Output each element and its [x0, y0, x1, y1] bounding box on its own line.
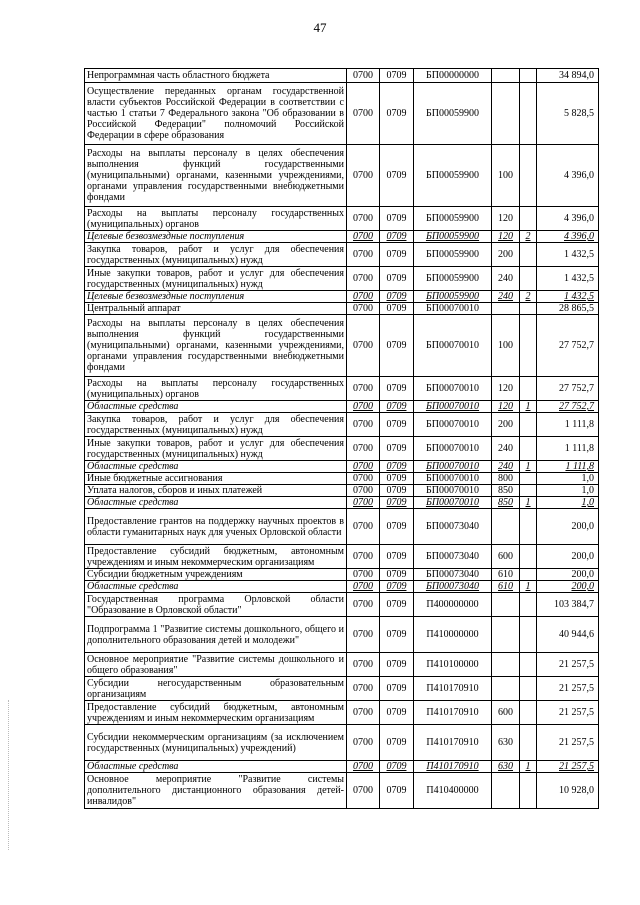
amount-cell: 200,0: [537, 509, 599, 545]
expense-type-cell: 610: [492, 569, 520, 581]
subsection-code-cell: 0709: [380, 725, 414, 761]
funding-source-cell: [520, 207, 537, 231]
target-article-cell: БП00059900: [414, 145, 492, 207]
table-row: [85, 773, 599, 809]
expense-type-cell: 240: [492, 461, 520, 473]
funding-source-cell: [520, 485, 537, 497]
target-article-cell: БП00059900: [414, 207, 492, 231]
target-article-cell: БП00070010: [414, 497, 492, 509]
section-code-cell: 0700: [347, 593, 380, 617]
section-code-cell: 0700: [347, 267, 380, 291]
subsection-code-cell: 0709: [380, 461, 414, 473]
subsection-code-cell: 0709: [380, 509, 414, 545]
section-code-cell: 0700: [347, 617, 380, 653]
expense-type-cell: [492, 653, 520, 677]
expense-type-cell: 120: [492, 377, 520, 401]
amount-cell: 1 432,5: [537, 291, 599, 303]
target-article-cell: БП00070010: [414, 461, 492, 473]
amount-cell: 1 111,8: [537, 461, 599, 473]
funding-source-cell: [520, 145, 537, 207]
section-code-cell: 0700: [347, 773, 380, 809]
row-name-cell: Расходы на выплаты персоналу государственных (муниципальных) органов: [85, 207, 347, 231]
target-article-cell: БП00070010: [414, 473, 492, 485]
table-row: [85, 461, 599, 473]
funding-source-cell: 1: [520, 461, 537, 473]
table-row: [85, 473, 599, 485]
section-code-cell: 0700: [347, 725, 380, 761]
table-row: [85, 315, 599, 377]
row-name-cell: Областные средства: [85, 401, 347, 413]
row-name-cell: Основное мероприятие "Развитие системы дополнительного дистанционного образования детей-инвалидов": [85, 773, 347, 809]
row-name-cell: Расходы на выплаты персоналу в целях обеспечения выполнения функций государственными (муниципальными) органами, казенными учреждениями, органами управления государственными внебюджетными фондами: [85, 315, 347, 377]
expense-type-cell: 240: [492, 267, 520, 291]
funding-source-cell: [520, 545, 537, 569]
amount-cell: 1,0: [537, 485, 599, 497]
expense-type-cell: 630: [492, 761, 520, 773]
section-code-cell: 0700: [347, 377, 380, 401]
table-row: [85, 303, 599, 315]
funding-source-cell: [520, 653, 537, 677]
funding-source-cell: [520, 617, 537, 653]
table-row: [85, 401, 599, 413]
row-name-cell: Непрограммная часть областного бюджета: [85, 69, 347, 83]
amount-cell: 1 111,8: [537, 413, 599, 437]
section-code-cell: 0700: [347, 581, 380, 593]
funding-source-cell: [520, 437, 537, 461]
subsection-code-cell: 0709: [380, 291, 414, 303]
table-row: [85, 291, 599, 303]
section-code-cell: 0700: [347, 437, 380, 461]
amount-cell: 21 257,5: [537, 725, 599, 761]
table-row: [85, 617, 599, 653]
row-name-cell: Субсидии негосударственным образовательным организациям: [85, 677, 347, 701]
section-code-cell: 0700: [347, 83, 380, 145]
amount-cell: 21 257,5: [537, 761, 599, 773]
target-article-cell: П410170910: [414, 701, 492, 725]
row-name-cell: Областные средства: [85, 497, 347, 509]
amount-cell: 21 257,5: [537, 701, 599, 725]
amount-cell: 34 894,0: [537, 69, 599, 83]
expense-type-cell: 630: [492, 725, 520, 761]
amount-cell: 27 752,7: [537, 315, 599, 377]
expense-type-cell: 600: [492, 701, 520, 725]
page-number: 47: [313, 20, 327, 35]
row-name-cell: Предоставление субсидий бюджетным, автономным учреждениям и иным некоммерческим организациям: [85, 545, 347, 569]
expense-type-cell: 240: [492, 291, 520, 303]
expense-type-cell: [492, 303, 520, 315]
funding-source-cell: 1: [520, 761, 537, 773]
row-name-cell: Предоставление субсидий бюджетным, автономным учреждениям и иным некоммерческим организациям: [85, 701, 347, 725]
table-row: [85, 677, 599, 701]
target-article-cell: БП00073040: [414, 569, 492, 581]
expense-type-cell: 850: [492, 485, 520, 497]
subsection-code-cell: 0709: [380, 677, 414, 701]
subsection-code-cell: 0709: [380, 485, 414, 497]
subsection-code-cell: 0709: [380, 231, 414, 243]
expense-type-cell: 120: [492, 207, 520, 231]
subsection-code-cell: 0709: [380, 207, 414, 231]
section-code-cell: 0700: [347, 473, 380, 485]
expense-type-cell: 850: [492, 497, 520, 509]
amount-cell: 4 396,0: [537, 207, 599, 231]
amount-cell: 21 257,5: [537, 677, 599, 701]
target-article-cell: БП00000000: [414, 69, 492, 83]
amount-cell: 27 752,7: [537, 401, 599, 413]
funding-source-cell: [520, 243, 537, 267]
subsection-code-cell: 0709: [380, 377, 414, 401]
section-code-cell: 0700: [347, 315, 380, 377]
target-article-cell: БП00059900: [414, 267, 492, 291]
expense-type-cell: [492, 83, 520, 145]
subsection-code-cell: 0709: [380, 653, 414, 677]
row-name-cell: Уплата налогов, сборов и иных платежей: [85, 485, 347, 497]
row-name-cell: Предоставление грантов на поддержку научных проектов в области гуманитарных наук для ученых Орловской области: [85, 509, 347, 545]
target-article-cell: БП00070010: [414, 413, 492, 437]
subsection-code-cell: 0709: [380, 303, 414, 315]
funding-source-cell: [520, 315, 537, 377]
section-code-cell: 0700: [347, 401, 380, 413]
section-code-cell: 0700: [347, 69, 380, 83]
section-code-cell: 0700: [347, 761, 380, 773]
target-article-cell: БП00070010: [414, 437, 492, 461]
section-code-cell: 0700: [347, 569, 380, 581]
section-code-cell: 0700: [347, 509, 380, 545]
table-row: [85, 653, 599, 677]
expense-type-cell: [492, 677, 520, 701]
table-row: [85, 207, 599, 231]
section-code-cell: 0700: [347, 545, 380, 569]
target-article-cell: БП00070010: [414, 485, 492, 497]
amount-cell: 1 111,8: [537, 437, 599, 461]
funding-source-cell: 1: [520, 581, 537, 593]
subsection-code-cell: 0709: [380, 761, 414, 773]
target-article-cell: БП00070010: [414, 315, 492, 377]
row-name-cell: Закупка товаров, работ и услуг для обеспечения государственных (муниципальных) нужд: [85, 413, 347, 437]
expense-type-cell: 610: [492, 581, 520, 593]
section-code-cell: 0700: [347, 677, 380, 701]
expense-type-cell: 800: [492, 473, 520, 485]
subsection-code-cell: 0709: [380, 401, 414, 413]
funding-source-cell: [520, 725, 537, 761]
section-code-cell: 0700: [347, 303, 380, 315]
target-article-cell: П400000000: [414, 593, 492, 617]
row-name-cell: Целевые безвозмездные поступления: [85, 231, 347, 243]
funding-source-cell: [520, 267, 537, 291]
table-row: [85, 485, 599, 497]
table-row: [85, 267, 599, 291]
row-name-cell: Областные средства: [85, 761, 347, 773]
funding-source-cell: [520, 303, 537, 315]
funding-source-cell: [520, 701, 537, 725]
amount-cell: 200,0: [537, 569, 599, 581]
target-article-cell: П410100000: [414, 653, 492, 677]
row-name-cell: Осуществление переданных органам государственной власти субъектов Российской Федерации в соответствии с частью 1 статьи 7 Федерального закона "Об образовании в Российской Федерации" полномочий Российской Федерации в сфере образования: [85, 83, 347, 145]
funding-source-cell: [520, 569, 537, 581]
table-row: [85, 725, 599, 761]
table-row: [85, 231, 599, 243]
amount-cell: 10 928,0: [537, 773, 599, 809]
expense-type-cell: [492, 593, 520, 617]
target-article-cell: БП00070010: [414, 377, 492, 401]
budget-table: [84, 68, 599, 809]
target-article-cell: П410170910: [414, 677, 492, 701]
table-row: [85, 569, 599, 581]
row-name-cell: Расходы на выплаты персоналу в целях обеспечения выполнения функций государственными (муниципальными) органами, казенными учреждениями, органами управления государственными внебюджетными фондами: [85, 145, 347, 207]
subsection-code-cell: 0709: [380, 581, 414, 593]
table-row: [85, 83, 599, 145]
row-name-cell: Субсидии некоммерческим организациям (за исключением государственных (муниципальных) учреждений): [85, 725, 347, 761]
funding-source-cell: [520, 773, 537, 809]
table-row: [85, 545, 599, 569]
expense-type-cell: 200: [492, 243, 520, 267]
target-article-cell: П410170910: [414, 725, 492, 761]
target-article-cell: БП00070010: [414, 401, 492, 413]
expense-type-cell: [492, 69, 520, 83]
row-name-cell: Государственная программа Орловской области "Образование в Орловской области": [85, 593, 347, 617]
table-row: [85, 69, 599, 83]
section-code-cell: 0700: [347, 653, 380, 677]
amount-cell: 40 944,6: [537, 617, 599, 653]
target-article-cell: БП00059900: [414, 291, 492, 303]
table-row: [85, 593, 599, 617]
row-name-cell: Иные закупки товаров, работ и услуг для обеспечения государственных (муниципальных) нужд: [85, 437, 347, 461]
expense-type-cell: [492, 773, 520, 809]
subsection-code-cell: 0709: [380, 69, 414, 83]
amount-cell: 5 828,5: [537, 83, 599, 145]
amount-cell: 200,0: [537, 581, 599, 593]
subsection-code-cell: 0709: [380, 593, 414, 617]
section-code-cell: 0700: [347, 207, 380, 231]
amount-cell: 1,0: [537, 497, 599, 509]
table-row: [85, 761, 599, 773]
funding-source-cell: [520, 509, 537, 545]
subsection-code-cell: 0709: [380, 145, 414, 207]
amount-cell: 4 396,0: [537, 231, 599, 243]
section-code-cell: 0700: [347, 145, 380, 207]
funding-source-cell: [520, 69, 537, 83]
row-name-cell: Субсидии бюджетным учреждениям: [85, 569, 347, 581]
funding-source-cell: 2: [520, 291, 537, 303]
subsection-code-cell: 0709: [380, 773, 414, 809]
target-article-cell: БП00073040: [414, 509, 492, 545]
subsection-code-cell: 0709: [380, 267, 414, 291]
amount-cell: 21 257,5: [537, 653, 599, 677]
row-name-cell: Областные средства: [85, 581, 347, 593]
expense-type-cell: [492, 617, 520, 653]
subsection-code-cell: 0709: [380, 315, 414, 377]
table-row: [85, 701, 599, 725]
subsection-code-cell: 0709: [380, 497, 414, 509]
funding-source-cell: [520, 473, 537, 485]
row-name-cell: Областные средства: [85, 461, 347, 473]
subsection-code-cell: 0709: [380, 617, 414, 653]
funding-source-cell: [520, 377, 537, 401]
row-name-cell: Расходы на выплаты персоналу государственных (муниципальных) органов: [85, 377, 347, 401]
amount-cell: 1 432,5: [537, 267, 599, 291]
section-code-cell: 0700: [347, 231, 380, 243]
expense-type-cell: 100: [492, 315, 520, 377]
target-article-cell: БП00073040: [414, 545, 492, 569]
target-article-cell: БП00059900: [414, 83, 492, 145]
amount-cell: 103 384,7: [537, 593, 599, 617]
funding-source-cell: [520, 83, 537, 145]
row-name-cell: Целевые безвозмездные поступления: [85, 291, 347, 303]
section-code-cell: 0700: [347, 413, 380, 437]
row-name-cell: Центральный аппарат: [85, 303, 347, 315]
funding-source-cell: 1: [520, 401, 537, 413]
target-article-cell: П410170910: [414, 761, 492, 773]
table-row: [85, 509, 599, 545]
subsection-code-cell: 0709: [380, 473, 414, 485]
row-name-cell: Подпрограмма 1 "Развитие системы дошкольного, общего и дополнительного образования детей и молодежи": [85, 617, 347, 653]
funding-source-cell: [520, 593, 537, 617]
subsection-code-cell: 0709: [380, 437, 414, 461]
funding-source-cell: 2: [520, 231, 537, 243]
row-name-cell: Закупка товаров, работ и услуг для обеспечения государственных (муниципальных) нужд: [85, 243, 347, 267]
binding-margin-marks: [8, 700, 15, 850]
target-article-cell: БП00070010: [414, 303, 492, 315]
table-row: [85, 581, 599, 593]
section-code-cell: 0700: [347, 485, 380, 497]
section-code-cell: 0700: [347, 243, 380, 267]
expense-type-cell: 100: [492, 145, 520, 207]
table-row: [85, 497, 599, 509]
amount-cell: 200,0: [537, 545, 599, 569]
table-row: [85, 413, 599, 437]
section-code-cell: 0700: [347, 497, 380, 509]
expense-type-cell: 600: [492, 545, 520, 569]
expense-type-cell: [492, 509, 520, 545]
amount-cell: 27 752,7: [537, 377, 599, 401]
section-code-cell: 0700: [347, 291, 380, 303]
target-article-cell: БП00059900: [414, 231, 492, 243]
table-row: [85, 377, 599, 401]
target-article-cell: П410400000: [414, 773, 492, 809]
subsection-code-cell: 0709: [380, 243, 414, 267]
expense-type-cell: 200: [492, 413, 520, 437]
target-article-cell: БП00059900: [414, 243, 492, 267]
section-code-cell: 0700: [347, 461, 380, 473]
amount-cell: 1,0: [537, 473, 599, 485]
subsection-code-cell: 0709: [380, 701, 414, 725]
target-article-cell: П410000000: [414, 617, 492, 653]
subsection-code-cell: 0709: [380, 569, 414, 581]
row-name-cell: Иные закупки товаров, работ и услуг для обеспечения государственных (муниципальных) нужд: [85, 267, 347, 291]
table-row: [85, 145, 599, 207]
expense-type-cell: 240: [492, 437, 520, 461]
expense-type-cell: 120: [492, 231, 520, 243]
amount-cell: 4 396,0: [537, 145, 599, 207]
subsection-code-cell: 0709: [380, 83, 414, 145]
row-name-cell: Иные бюджетные ассигнования: [85, 473, 347, 485]
target-article-cell: БП00073040: [414, 581, 492, 593]
expense-type-cell: 120: [492, 401, 520, 413]
amount-cell: 28 865,5: [537, 303, 599, 315]
table-row: [85, 437, 599, 461]
table-row: [85, 243, 599, 267]
funding-source-cell: [520, 413, 537, 437]
amount-cell: 1 432,5: [537, 243, 599, 267]
section-code-cell: 0700: [347, 701, 380, 725]
subsection-code-cell: 0709: [380, 413, 414, 437]
subsection-code-cell: 0709: [380, 545, 414, 569]
row-name-cell: Основное мероприятие "Развитие системы дошкольного и общего образования": [85, 653, 347, 677]
funding-source-cell: 1: [520, 497, 537, 509]
funding-source-cell: [520, 677, 537, 701]
